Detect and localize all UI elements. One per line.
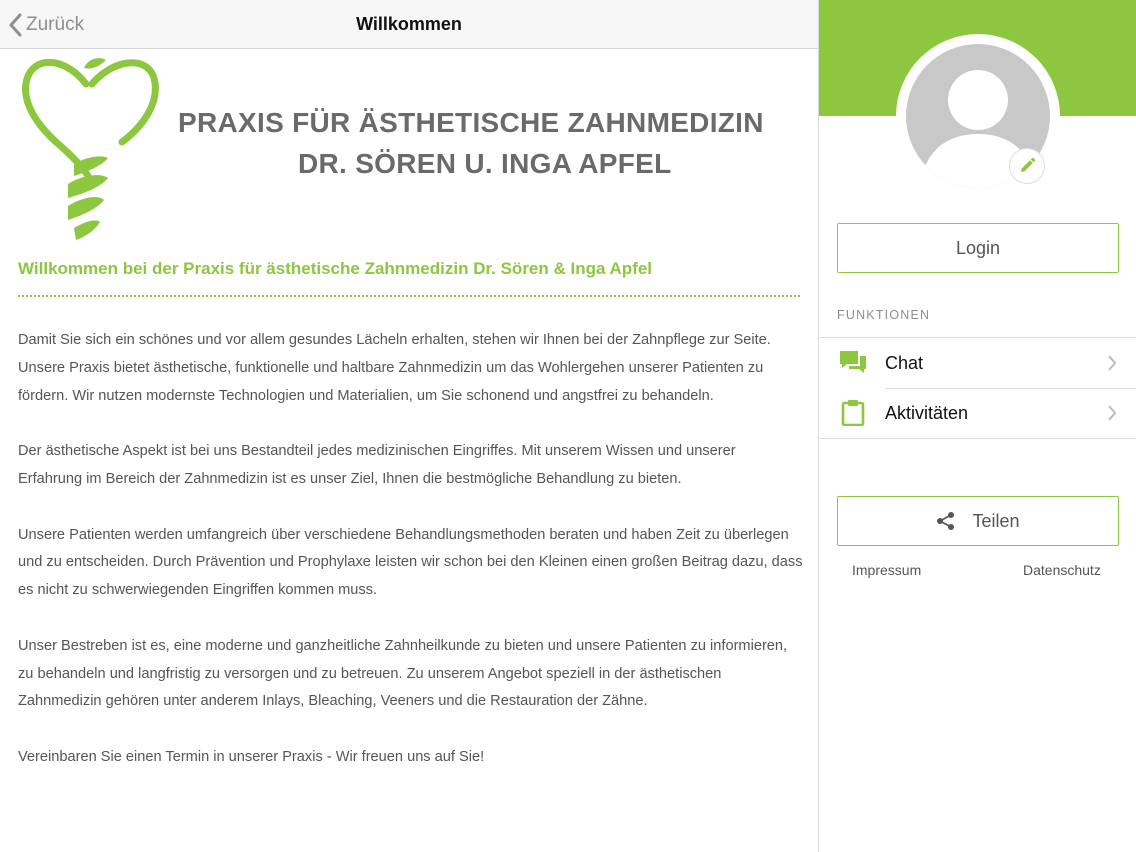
chevron-right-icon: [1107, 405, 1117, 421]
chat-bubbles-icon: [839, 350, 867, 376]
page-title: Willkommen: [356, 14, 462, 34]
clipboard-icon: [839, 400, 867, 426]
datenschutz-link[interactable]: Datenschutz: [1023, 562, 1101, 578]
banner-title-line2: DR. SÖREN U. INGA APFEL: [298, 148, 672, 179]
functions-menu: [819, 337, 1136, 439]
back-button-label: Zurück: [26, 14, 85, 35]
edit-profile-button[interactable]: [1009, 148, 1045, 184]
share-button-label: Teilen: [972, 510, 1020, 531]
article-paragraph: Der ästhetische Aspekt ist bei uns Bestandteil jedes medizinischen Eingriffes. Mit unserem Wissen und unserer Erfahrung im Bereich der Zahnmedizin ist es unser Ziel, Ihnen die bestmögliche Behandlung zu bieten.: [18, 443, 736, 487]
share-button[interactable]: [837, 496, 1119, 546]
section-label-functions: FUNKTIONEN: [837, 308, 931, 322]
share-icon: [936, 511, 956, 531]
impressum-link[interactable]: Impressum: [852, 562, 922, 578]
article-body: [18, 327, 803, 800]
login-button[interactable]: Login: [837, 223, 1119, 273]
menu-item-aktivitaeten-label: Aktivitäten: [885, 402, 969, 423]
practice-banner: [18, 54, 798, 244]
sidebar-panel: [818, 0, 1136, 852]
menu-item-aktivitaeten[interactable]: [819, 388, 1136, 438]
menu-item-chat-label: Chat: [885, 352, 924, 373]
article-paragraph: Vereinbaren Sie einen Termin in unserer Praxis - Wir freuen uns auf Sie!: [18, 748, 485, 765]
dotted-divider: [18, 295, 800, 297]
welcome-headline: Willkommen bei der Praxis für ästhetische Zahnmedizin Dr. Sören & Inga Apfel: [18, 259, 653, 278]
navigation-bar: [0, 0, 818, 49]
chevron-right-icon: [1107, 355, 1117, 371]
banner-title-line1: PRAXIS FÜR ÄSTHETISCHE ZAHNMEDIZIN: [178, 107, 764, 138]
tooth-implant-logo-icon: [18, 54, 168, 244]
pencil-icon: [1018, 157, 1036, 175]
menu-item-chat[interactable]: [819, 338, 1136, 388]
article-paragraph: Damit Sie sich ein schönes und vor allem gesundes Lächeln erhalten, stehen wir Ihnen bei der Zahnpflege zur Seite. Unsere Praxis bietet ästhetische, funktionelle und haltbare Zahnmedizin um das Wohlergehen unserer Patienten zu fördern. Wir nutzen modernste Technologien und Materialien, um Sie schonend und angstfrei zu behandeln.: [18, 332, 771, 404]
article-paragraph: Unsere Patienten werden umfangreich über verschiedene Behandlungsmethoden beraten und haben Zeit zu überlegen und zu entscheiden. Durch Prävention und Prophylaxe leisten wir schon bei den Kleinen einen großen Beitrag dazu, dass es nicht zu schwerwiegenden Eingriffen kommen muss.: [18, 526, 803, 599]
article-paragraph: Unser Bestreben ist es, eine moderne und ganzheitliche Zahnheilkunde zu bieten und unsere Patienten zu informieren, zu behandeln und langfristig zu versorgen und zu betreuen. Zu unserem Angebot speziell in der ästhetischen Zahnmedizin gehören unter anderem Inlays, Bleaching, Veeners und die Restauration der Zähne.: [18, 637, 788, 710]
